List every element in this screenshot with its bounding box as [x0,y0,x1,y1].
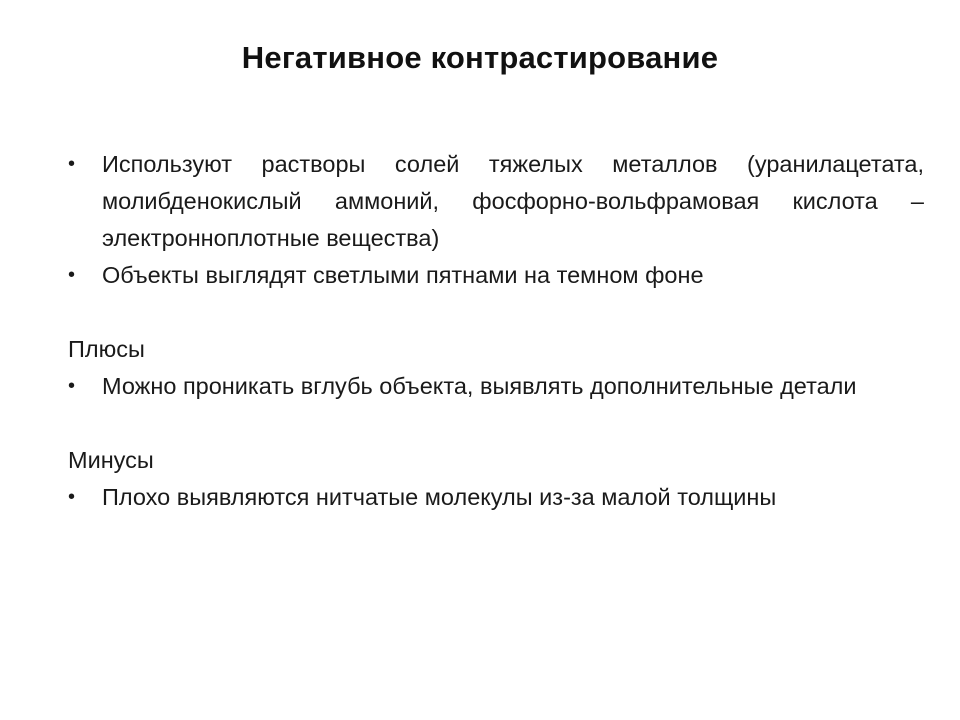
cons-heading: Минусы [68,447,154,473]
pros-heading: Плюсы [68,336,145,362]
bullet-text: Объекты выглядят светлыми пятнами на темном фоне [102,262,704,288]
bullet-text: Можно проникать вглубь объекта, выявлять дополнительные детали [102,373,857,399]
bullet-icon: • [68,375,76,397]
pros-bullet-list [68,368,924,405]
list-item [68,257,924,294]
list-item [68,479,924,516]
list-item [68,146,924,257]
slide-title: Негативное контрастирование [241,40,719,75]
bullet-icon: • [68,264,76,286]
slide-content [68,146,924,516]
list-item [68,368,924,405]
bullet-icon: • [68,153,76,175]
bullet-text: Плохо выявляются нитчатые молекулы из-за малой толщины [102,484,777,510]
bullet-text: Используют растворы солей тяжелых металлов (уранилацетата, молибденокислый аммоний, фосфорно-вольфрамовая кислота – электронноплотные вещества) [102,151,924,251]
intro-bullet-list [68,146,924,294]
cons-bullet-list [68,479,924,516]
bullet-icon: • [68,486,76,508]
